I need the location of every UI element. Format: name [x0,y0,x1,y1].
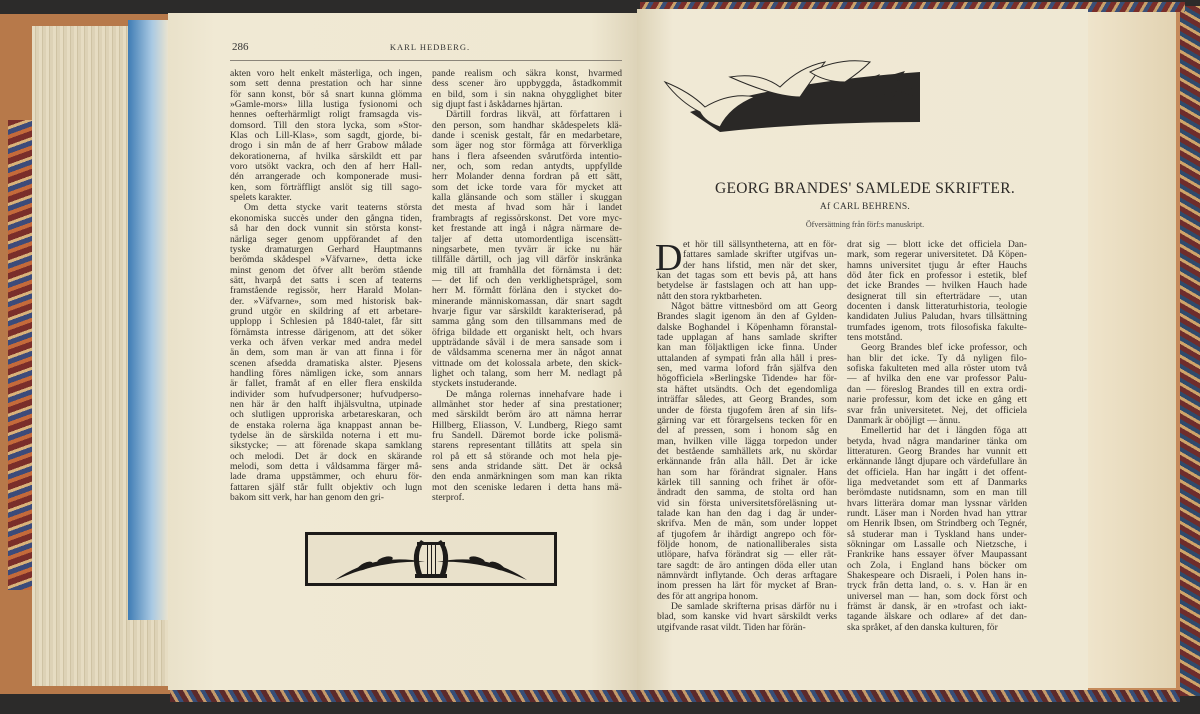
text-line: drat sig — blott icke det officiela Dan- [847,239,1027,250]
text-line: bakom sitt verk, har han genom den gri- [230,492,384,504]
text-line: grund utgör en skildring af ett arbetare- [230,305,422,317]
text-line: fru Sandell. Däremot borde icke polismä- [432,430,622,442]
left-column-2 [432,69,622,503]
text-line: starens representant tillåtits att spela sin [432,440,622,452]
text-line: handling föres nämligen icke, som annars [230,367,422,379]
text-line: högofficiela »Berlingske Tidende» har för- [657,373,837,385]
article-subtitle: Öfversättning från förf:s manuskript. [805,220,925,229]
text-line: mig till att framhålla det förnämsta i det: [432,264,622,276]
text-line: ken, som förträffligt anslöt sig till sago- [230,181,422,193]
text-line: talade kan han den dag i dag är under- [657,507,837,519]
text-line: som det icke torde vara för mycket att [432,181,622,193]
text-line: berömda skådespel »Väfvarne», detta icke [230,254,422,266]
text-line: det icke Brandes — hvilken Hauch hade [847,280,1027,292]
text-line: lighet och talang, som herr M. nedlagt på [432,367,622,379]
text-line: sterprof. [432,492,465,504]
left-column-1 [230,69,422,503]
text-line: docenten i dansk litteraturhistoria, teologie [847,301,1027,313]
text-line: mark, som regerar universitetet. Då Köpen- [847,249,1027,261]
text-line: drogo i sin mån de af herr Grabow målade [230,140,422,152]
marbled-edge-bottom [170,690,1180,702]
text-line: det mesta af hvad som här i landet [432,202,622,214]
text-line: scenen afsedda dramatiska alster. Pjesens [230,357,422,369]
page-number: 286 [232,41,249,53]
text-line: dén arrangerade och komponerade musi- [230,171,422,183]
text-line: allmänhet stor heder af sina prestationer; [432,399,622,410]
text-line: som äger nog stor förmåga att förverkliga [432,140,622,152]
text-line: nämnvärdt inflytande. Och deras arftagare [657,570,837,581]
text-line: designerat till sin efterträdare —, utan [847,290,1027,302]
text-line: sökningar om Lassalle och Nietzsche, i [847,538,1027,550]
text-line: med särskildt beröm äro att nämna herrar [432,409,622,421]
text-line: det bestående samhällets ark, nu skördar [657,445,837,457]
text-line: svar från universitetet. Nej, det officiela [847,404,1027,416]
text-line: herr M. förmått förläna den i stycket do- [432,285,622,297]
text-line: än dem, som man är van att finna i för [230,347,422,359]
text-line: trumfades igenom, trots filosofiska fakulte- [847,321,1027,333]
text-line: de enstaka rolerna äga knappast annan be- [230,419,422,431]
text-line: är fallet, framåt af en eller flera enskilda [230,378,422,390]
text-line: Frankrike hans essayer öfver Maupassant [847,549,1027,561]
text-line: tryck från detta land, o. s. v. Han är en [847,580,1027,592]
text-line: lade drama uppstämmer, och ehuru för- [230,471,422,483]
text-line: kandidaten Julius Paludan, hvars tillsättning [847,311,1027,323]
text-line: erkännande långt djupare och värdefullare än [847,456,1027,468]
text-line: voro utsökt vackra, och den af herr Hall- [230,161,422,173]
text-line: ket frestande att ingå i några närmare de- [432,223,622,235]
text-line: fattaren själf står fullt objektiv och lugn [230,481,422,493]
text-line: skrifva. Men de män, som under loppet [657,518,837,530]
text-line: dalske Boghandel i Köpenhamn föranstal- [657,321,837,333]
article-byline: Af CARL BEHRENS. [819,202,911,212]
page-stack-right [1088,12,1176,688]
text-line: man, hvilken ville lägga torpedon under [657,435,837,447]
text-line: Något bättre vittnesbörd om att Georg [671,301,837,313]
text-line: främst är dansk, är en »trofast och iakt- [847,601,1027,613]
text-line: et hör till sällsyntheterna, att en för- [683,239,837,250]
text-line: död åter fick en professor i estetik, blef [847,270,1027,282]
text-line: kan det tagas som ett bevis på, att hans [657,270,837,282]
text-line: tens motstånd. [847,332,903,344]
lyre-ornament [305,532,557,586]
text-line: Georg Brandes blef icke professor, och [861,342,1027,354]
text-line: ändradt den samma, de stolta ord han [657,487,837,499]
text-line: universel man — han, som dock först och [847,590,1027,602]
text-line: kärlek till sanning och frihet är oför- [657,476,837,488]
text-line: och slutligen upproriska arbetareskaran, och [230,409,422,421]
text-line: berömdaste nutidsnamn, som en man till [847,487,1027,499]
text-line: Danmark är oböjligt — ännu. [847,414,961,426]
text-line: erkännande från alla håll. Det är icke [657,456,837,468]
text-line: den person, som handhar skådespelets klä- [432,119,622,131]
text-line: Shakespeare och Disraeli, i Polen hans in- [847,570,1027,581]
text-line: förnämsta intresse därigenom, att det söker [230,326,422,338]
text-line: fattares samlade skrifter utgifvas un- [683,249,837,261]
text-line: som sett denna prestation och har sinne [230,78,422,90]
marbled-edge-left [8,120,32,590]
text-line: betyda, hvad några mandariner tänka om [847,435,1027,447]
text-line: »Gamle-mors» lilla lustiga fysionomi och [230,99,422,111]
running-head: KARL HEDBERG. [389,42,471,52]
text-line: sta häftet utsändts. Och det egendomliga [657,383,837,395]
text-line: sens anda stridande sätt. Det är också [432,461,622,473]
text-line: kalla glänsande och som ställer i skuggan [432,192,622,204]
text-line: Därtill fordras likväl, att författaren i [446,109,622,121]
text-line: samma gång som den tillsammans med de [432,316,622,328]
text-line: närliga seger genom uppförandet af den [230,233,422,245]
text-line: om Henrik Ibsen, om Strindberg och Tegnér, [847,518,1027,530]
text-line: inträffar således, att Georg Brandes, som [657,394,837,406]
text-line: en bild, som i sin nakna ohygglighet biter [432,88,622,100]
text-line: utgifvande rasat vildt. Tiden har förän- [657,621,806,633]
text-line: domsord. Till den stora lycka, som »Stor- [230,119,422,131]
text-line: det officiela. Han har ingått i det offent- [847,466,1027,478]
text-line: dekorationerna, af hvilka särskildt ett par [230,150,422,162]
blue-paper-insert [128,20,168,620]
text-line: sen, med varma loford från själfva den [657,363,837,375]
text-line: och Zola, i England hans böcker om [847,559,1027,571]
text-line: — af hvilka den ene var professor Palu- [847,373,1027,385]
text-line: — det lif och den verklighetsprägel, som [432,274,622,286]
text-line: af tjugofem år ihärdigt angrepo och för- [657,528,837,540]
text-line: Brandes slagit igenom än den af Gylden- [657,311,837,323]
text-line: upplopp i Schlesien på 1840-talet, får sitt [230,316,422,328]
text-line: så studerar man i Tyskland hans under- [847,528,1027,540]
text-line: narie professur, kom det icke en gång ett [847,394,1027,406]
text-line: spelets karakter. [230,192,292,204]
text-line: der. »Väfvarne», som med historisk bak- [230,295,422,307]
text-line: hvars litterära domar man lyssnar världen [847,497,1027,509]
text-line: akten voro helt enkelt mästerliga, och ingen, [230,68,422,79]
text-line: framstående regissör, herr Harald Molan- [230,285,422,297]
marbled-edge-right [1180,6,1200,696]
text-line: nått den stora ryktbarheten. [657,290,762,302]
text-line: hans i flera afseenden svårutförda intentio- [432,150,622,162]
text-line: följde honom, de nationalliberales sista [657,538,837,550]
text-line: utlöpare, hafva förändrat sig — eller rät- [657,549,837,561]
text-line: verka och äfven verkar med andra medel [230,336,422,348]
text-line: för sann konst, bör så snart kunna glömma [230,88,422,100]
text-line: tydelse än de särskilda noterna i ett mu- [230,430,422,442]
text-line: minerande människomassan, där snart sagdt [432,295,622,307]
text-line: rol på ett så störande och mot hela pje- [432,450,622,462]
text-line: tillfälle därtill, och jag vill därför inskränka [432,254,622,266]
text-line: Emellertid har det i längden föga att [861,425,1027,437]
text-line: tade upplagan af hans samlade skrifter [657,332,837,344]
text-line: herr Molander denna fordran på ett sätt, [432,171,622,183]
text-line: Hillberg, Eliasson, V. Lundberg, Riego samt [432,419,622,431]
text-line: del af pressen, som i honom såg en [657,425,837,437]
text-line: taljer af detta utomordentliga iscensätt- [432,233,622,245]
right-column-2 [847,240,1027,633]
text-line: den enda anmärkningen som man kan rikta [432,471,622,483]
text-line: han som har förändrat signaler. Hans [657,466,837,478]
text-line: under de första tjugofem åren af sin lifs- [657,404,837,416]
text-line: ningsarbete, men tyvärr är icke nu här [432,243,622,255]
text-line: pande realism och säkra konst, hvarmed [432,68,622,79]
text-line: liga medvetandet som ett af Danmarks [847,476,1027,488]
text-line: styckets instuderande. [432,378,517,390]
text-line: individer som hufvudpersoner; hufvudperso- [230,388,422,400]
text-line: betydelse är fastslagen och att han upp- [657,280,837,292]
text-line: hamns universitet tjugu år efter Hauchs [847,259,1027,271]
text-line: hennes oefterhärmligt roligt framsagda vis- [230,109,422,121]
text-line: des för att angripa honom. [657,590,758,602]
drop-cap: D [655,237,683,279]
text-line: De många rolernas innehafvare hade i [446,388,622,400]
text-line: melodi, som detta i våldsamma färger må- [230,461,422,473]
text-line: uppträdande såväl i de mera sansade som i [432,336,622,348]
text-line: uttalanden af sympati från alla håll i pres- [657,352,837,364]
text-line: litteraturen. Georg Brandes har vunnit ett [847,445,1027,457]
doves-ornament [660,52,930,134]
text-line: De samlade skrifterna prisas därför nu i [671,601,837,613]
text-line: dess scener äro uppbyggda, åstadkommit [432,78,622,90]
text-line: vid sin första universitetsföreläsning ut- [657,497,837,509]
text-line: vittnade om det kolossala arbete, den skick- [432,357,622,369]
text-line: sofiska fakulteten med alla röster utom två [847,363,1027,375]
header-rule [230,60,622,61]
text-line: ska språket, af den danska kulturen, för [847,621,998,633]
text-line: frambragts af regissörskonst. Det vore myc- [432,212,622,224]
text-line: Klas och Lill-Klas», som sagdt, gjorde, bi- [230,130,422,142]
text-line: minst genom det öfver allt beröm stående [230,264,422,276]
article-title: GEORG BRANDES' SAMLEDE SKRIFTER. [714,180,1016,197]
text-line: mot den sceniske ledaren i detta hans mä- [432,481,622,493]
right-column-1 [655,237,837,633]
text-line: nen här är den halft ihjälsvultna, utpinade [230,399,422,410]
text-line: hvarje figur var särskildt karakteriserad, på [432,305,622,317]
text-line: tyske dramaturgen Gerhard Hauptmanns [230,243,422,255]
text-line: tagande älskare och odlare» af det dan- [847,611,1027,623]
text-line: och melodi. Det är dock en skärande [230,450,422,462]
text-line: rundt. Läser man i Norden hvad han yttrar [847,507,1027,519]
text-line: gärning var ett förargelsens tecken för en [657,414,837,426]
text-line: öfriga bildade ett organiskt helt, och hvars [432,326,622,338]
text-line: inom pressen ha lärt för mycket af Bran- [657,580,837,592]
text-line: blad, som kanske vid hvart särskildt verks [657,611,837,623]
text-line: han blir det icke. Ty då nyligen filo- [847,352,1027,364]
text-line: så har den dock vunnit sin största konst- [230,223,422,235]
text-line: Om detta stycke varit teaterns största [244,202,422,214]
text-line: dande i scenisk gestalt, får en medarbetare, [432,130,622,142]
text-line: kan man följaktligen icke finna. Under [657,342,837,354]
text-line: sig djupt fast i åskådarnes hjärtan. [432,99,563,111]
text-line: sätt, hvarpå det satts i scen af teaterns [230,274,422,286]
text-line: tare sagdt: de äro antingen döda eller utan [657,559,837,571]
text-line: ekonomiska succès under den gångna tiden, [230,212,422,224]
text-line: ner, och, som redan antydts, uppfyllde [432,161,622,173]
text-line: de våldsamma scenerna mer än något annat [432,347,622,359]
text-line: sikstycke; — att förenade skapa samklang [230,440,422,452]
text-line: dan — föreslog Brandes till en extra ordi- [847,383,1027,395]
text-line: der hans lifstid, men när det sker, [683,259,837,271]
